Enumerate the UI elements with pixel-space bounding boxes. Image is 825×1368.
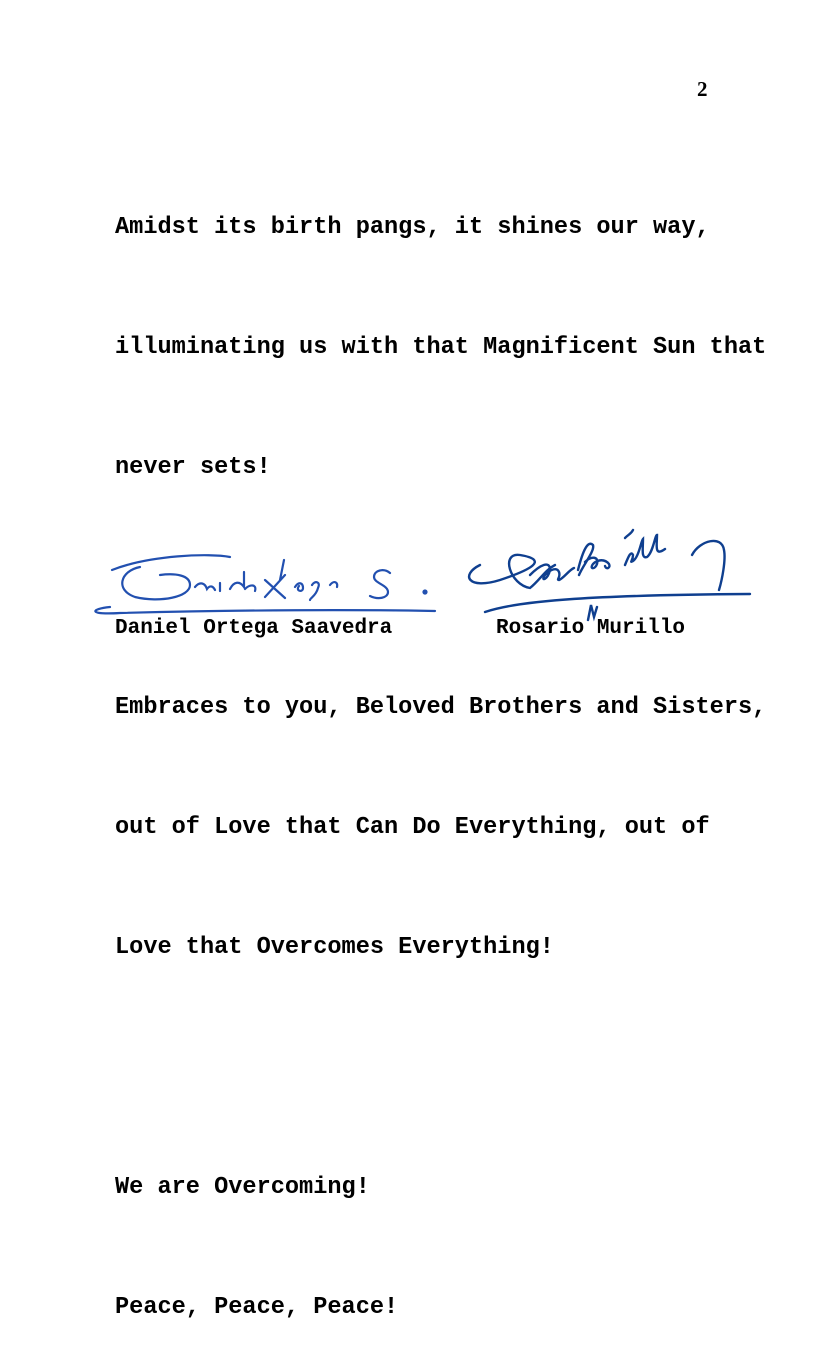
- text-line: Love that Overcomes Everything!: [115, 934, 554, 961]
- text-line: We are Overcoming!: [115, 1174, 370, 1201]
- text-line: never sets!: [115, 454, 271, 481]
- signatory-name-daniel-ortega: Daniel Ortega Saavedra: [115, 617, 393, 640]
- signatory-name-rosario-murillo: Rosario Murillo: [496, 617, 686, 640]
- page-number: 2: [697, 77, 708, 101]
- text-line: illuminating us with that Magnificent Sun that: [115, 334, 767, 361]
- text-line: Embraces to you, Beloved Brothers and Sisters,: [115, 694, 767, 721]
- text-line: Peace, Peace, Peace!: [115, 1294, 399, 1321]
- text-line: Amidst its birth pangs, it shines our way,: [115, 214, 710, 241]
- letter-body: [115, 128, 766, 1368]
- text-line: out of Love that Can Do Everything, out of: [115, 814, 710, 841]
- signature-daniel-ortega: [80, 545, 450, 620]
